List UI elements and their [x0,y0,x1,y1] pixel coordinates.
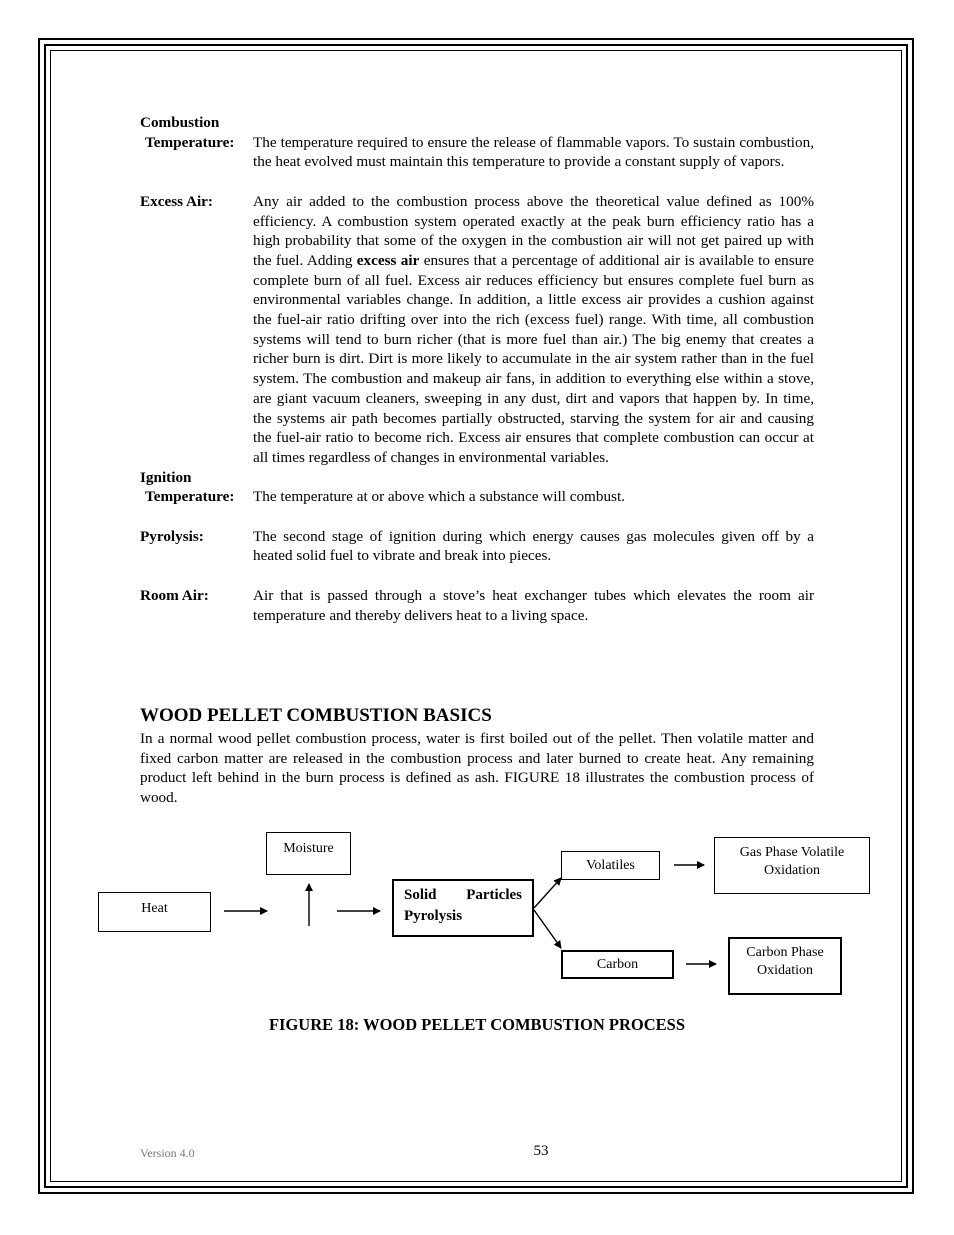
definition-text: The second stage of ignition during which energy causes gas molecules given off by a heated solid fuel to vibrate and break into pieces. [253,527,814,565]
definition-combustion-temperature [140,113,814,172]
term-label: Temperature: [145,133,235,151]
box-label: Carbon [596,957,639,972]
section-intro-paragraph: In a normal wood pellet combustion process, water is first boiled out of the pellet. Then volatile matter and fixed carbon matter are released in the combustion process and later burned to create heat. Any remaining product left behind in the burn process is defined as ash. FIGURE 18 illustrates the combustion process of wood. [140,730,814,807]
definition-text [253,192,814,468]
emphasis-term: excess air [356,251,420,269]
definition-text: The temperature required to ensure the release of flammable vapors. To sustain combustion, the heat evolved must maintain this temperature to provide a constant supply of vapors. [253,133,814,171]
box-label: Carbon Phase [746,945,824,960]
definition-text-part: ensures that a percentage of additional air is available to ensure complete burn of all fuel. Excess air reduces efficiency but ensures complete fuel burn as environmental variables change. In addition, a little excess air provides a cushion against the fuel-air ratio drifting over into the rich (excess fuel) range. With time, all combustion systems will tend to burn richer (that is more fuel than air.) The big enemy that creates a richer burn is dirt. Dirt is more likely to accumulate in the air system rather than in the fuel system. The combustion and makeup air fans, in addition to everything else within a stove, are giant vacuum cleaners, sweeping in any dust, dirt and vapors that happen by. In time, the systems air path becomes partially obstructed, starving the system for air and causing the fuel-air ratio to become rich. Excess air ensures that complete combustion can occur at all times regardless of changes in environmental variables. [253,251,815,466]
section-heading: WOOD PELLET COMBUSTION BASICS [140,705,492,726]
figure-caption: FIGURE 18: WOOD PELLET COMBUSTION PROCESS [268,1015,686,1034]
box-label: Moisture [283,841,334,856]
box-label: Oxidation [764,863,820,878]
term-label: Temperature: [145,488,235,506]
diagram-box-gas-phase-volatile-oxidation [714,837,870,894]
definition-ignition-temperature [140,468,814,507]
footer-page-number: 53 [533,1143,549,1159]
box-label: Solid [404,887,437,903]
box-label: Oxidation [757,963,813,978]
diagram-box-carbon-phase-oxidation [728,937,842,995]
term-label: Room Air: [140,586,209,604]
footer-version: Version 4.0 [140,1146,195,1160]
diagram-box-volatiles [561,851,660,880]
term-label: Excess Air: [140,192,213,210]
term-label: Combustion [140,114,220,131]
definition-text: The temperature at or above which a substance will combust. [253,488,625,506]
diagram-box-solid-particles-pyrolysis [392,879,534,937]
definitions-list [140,113,814,625]
term-label: Pyrolysis: [140,527,204,545]
definition-text-part: Any air added to the combustion process above the theoretical value defined as 100% efficiency. A combustion system operated exactly at the peak burn efficiency ratio has a high probability that some of the oxygen in the combustion air will not get paired up with the fuel. Adding [253,192,814,269]
box-label: Volatiles [586,858,635,873]
box-label: Heat [141,901,168,916]
diagram-box-heat [98,892,211,932]
definition-room-air [140,586,814,625]
diagram-box-carbon [561,950,674,979]
box-label: Gas Phase Volatile [739,845,845,860]
definition-pyrolysis [140,527,814,566]
term-label: Ignition [140,468,192,486]
box-label: Particles [466,887,522,903]
definition-text: Air that is passed through a stove’s heat exchanger tubes which elevates the room air temperature and thereby delivers heat to a living space. [253,586,814,624]
definition-excess-air [140,192,814,468]
diagram-box-moisture [266,832,351,875]
box-label: Pyrolysis [404,908,463,924]
